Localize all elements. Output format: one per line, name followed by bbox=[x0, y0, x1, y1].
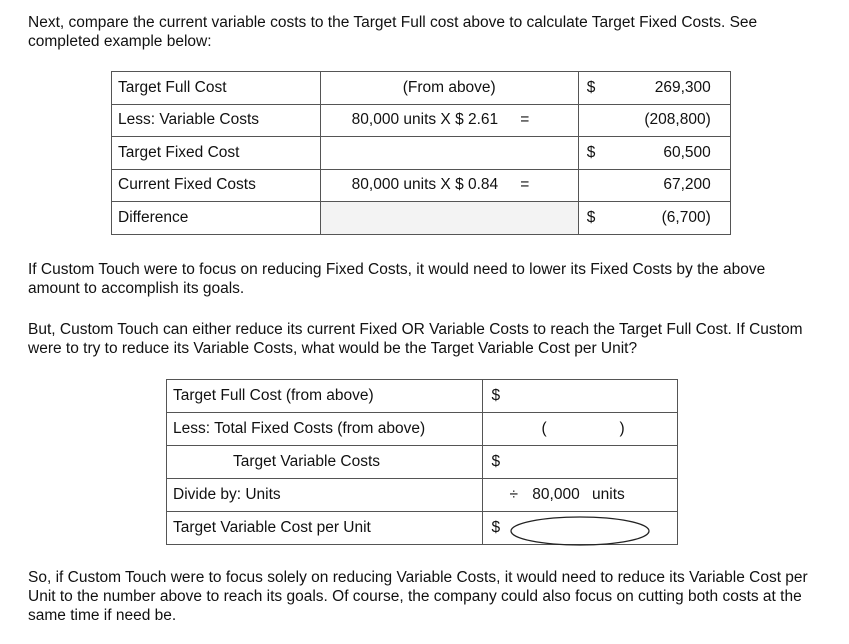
row-amount-cell bbox=[578, 72, 730, 105]
equals-sign: = bbox=[520, 111, 530, 129]
row-amount-cell bbox=[578, 104, 730, 137]
row-value-cell bbox=[483, 512, 678, 545]
row-label-cell bbox=[167, 446, 483, 479]
amount: 269,300 bbox=[654, 78, 711, 96]
dollar-sign: $ bbox=[491, 453, 501, 470]
row-amount-cell bbox=[578, 137, 730, 170]
row-label: Less: Total Fixed Costs (from above) bbox=[167, 413, 483, 446]
table-row bbox=[112, 72, 731, 105]
dollar-sign: $ bbox=[491, 519, 501, 536]
row-label: Target Full Cost bbox=[112, 72, 321, 105]
table-row bbox=[167, 380, 678, 413]
open-paren: ( bbox=[541, 420, 547, 437]
row-amount-cell bbox=[578, 202, 730, 235]
row-value-cell bbox=[483, 413, 678, 446]
table-row bbox=[112, 169, 731, 202]
close-paren: ) bbox=[619, 420, 625, 437]
variable-cost-question: But, Custom Touch can either reduce its current Fixed OR Variable Costs to reach the Target Full Cost. If Custom were to try to reduce its Variable Costs, what would be the Target Variable Cost per Unit? bbox=[28, 321, 803, 357]
target-variable-cost-table bbox=[166, 379, 678, 545]
row-middle bbox=[320, 137, 578, 170]
conclusion-paragraph: So, if Custom Touch were to focus solely on reducing Variable Costs, it would need to reduce its Variable Cost per Unit to the number above to reach its goals. Of course, the company could also focus on cutting both costs at the same time if need be. bbox=[28, 569, 808, 624]
row-label: Less: Variable Costs bbox=[112, 104, 321, 137]
row-label: Target Variable Costs bbox=[233, 453, 381, 470]
row-label: Target Full Cost (from above) bbox=[167, 380, 483, 413]
target-fixed-cost-table bbox=[111, 71, 731, 235]
table-row bbox=[112, 202, 731, 235]
row-middle bbox=[320, 202, 578, 235]
row-calculation: 80,000 units X $ 2.61 bbox=[351, 111, 499, 129]
amount: 60,500 bbox=[663, 143, 711, 161]
row-value-cell bbox=[483, 380, 678, 413]
divide-sign: ÷ bbox=[509, 486, 518, 503]
row-middle: (From above) bbox=[320, 72, 578, 105]
equals-sign: = bbox=[520, 176, 530, 194]
dollar-sign: $ bbox=[586, 143, 596, 161]
row-value-cell bbox=[483, 446, 678, 479]
amount: (6,700) bbox=[661, 208, 711, 226]
answer-oval bbox=[509, 515, 651, 547]
row-middle-cell bbox=[320, 169, 578, 202]
row-calculation: 80,000 units X $ 0.84 bbox=[351, 176, 499, 194]
row-label: Target Fixed Cost bbox=[112, 137, 321, 170]
amount: 67,200 bbox=[663, 176, 711, 194]
row-label: Divide by: Units bbox=[167, 479, 483, 512]
row-label: Current Fixed Costs bbox=[112, 169, 321, 202]
row-amount-cell bbox=[578, 169, 730, 202]
units-value: 80,000 bbox=[532, 486, 580, 503]
fixed-cost-paragraph: If Custom Touch were to focus on reducing Fixed Costs, it would need to lower its Fixed Costs by the above amount to accomplish its goals. bbox=[28, 261, 766, 297]
table-row bbox=[167, 479, 678, 512]
row-middle-cell bbox=[320, 104, 578, 137]
row-label: Difference bbox=[112, 202, 321, 235]
intro-paragraph: Next, compare the current variable costs to the Target Full cost above to calculate Target Fixed Costs. See completed example below: bbox=[28, 14, 758, 50]
table-row bbox=[112, 104, 731, 137]
row-value-cell bbox=[483, 479, 678, 512]
table-row bbox=[167, 413, 678, 446]
units-label: units bbox=[592, 486, 625, 503]
table-row bbox=[167, 512, 678, 545]
table-row bbox=[167, 446, 678, 479]
dollar-sign: $ bbox=[586, 78, 596, 96]
dollar-sign: $ bbox=[586, 208, 596, 226]
row-label: Target Variable Cost per Unit bbox=[167, 512, 483, 545]
dollar-sign: $ bbox=[491, 387, 501, 404]
amount: (208,800) bbox=[644, 111, 711, 129]
table-row bbox=[112, 137, 731, 170]
